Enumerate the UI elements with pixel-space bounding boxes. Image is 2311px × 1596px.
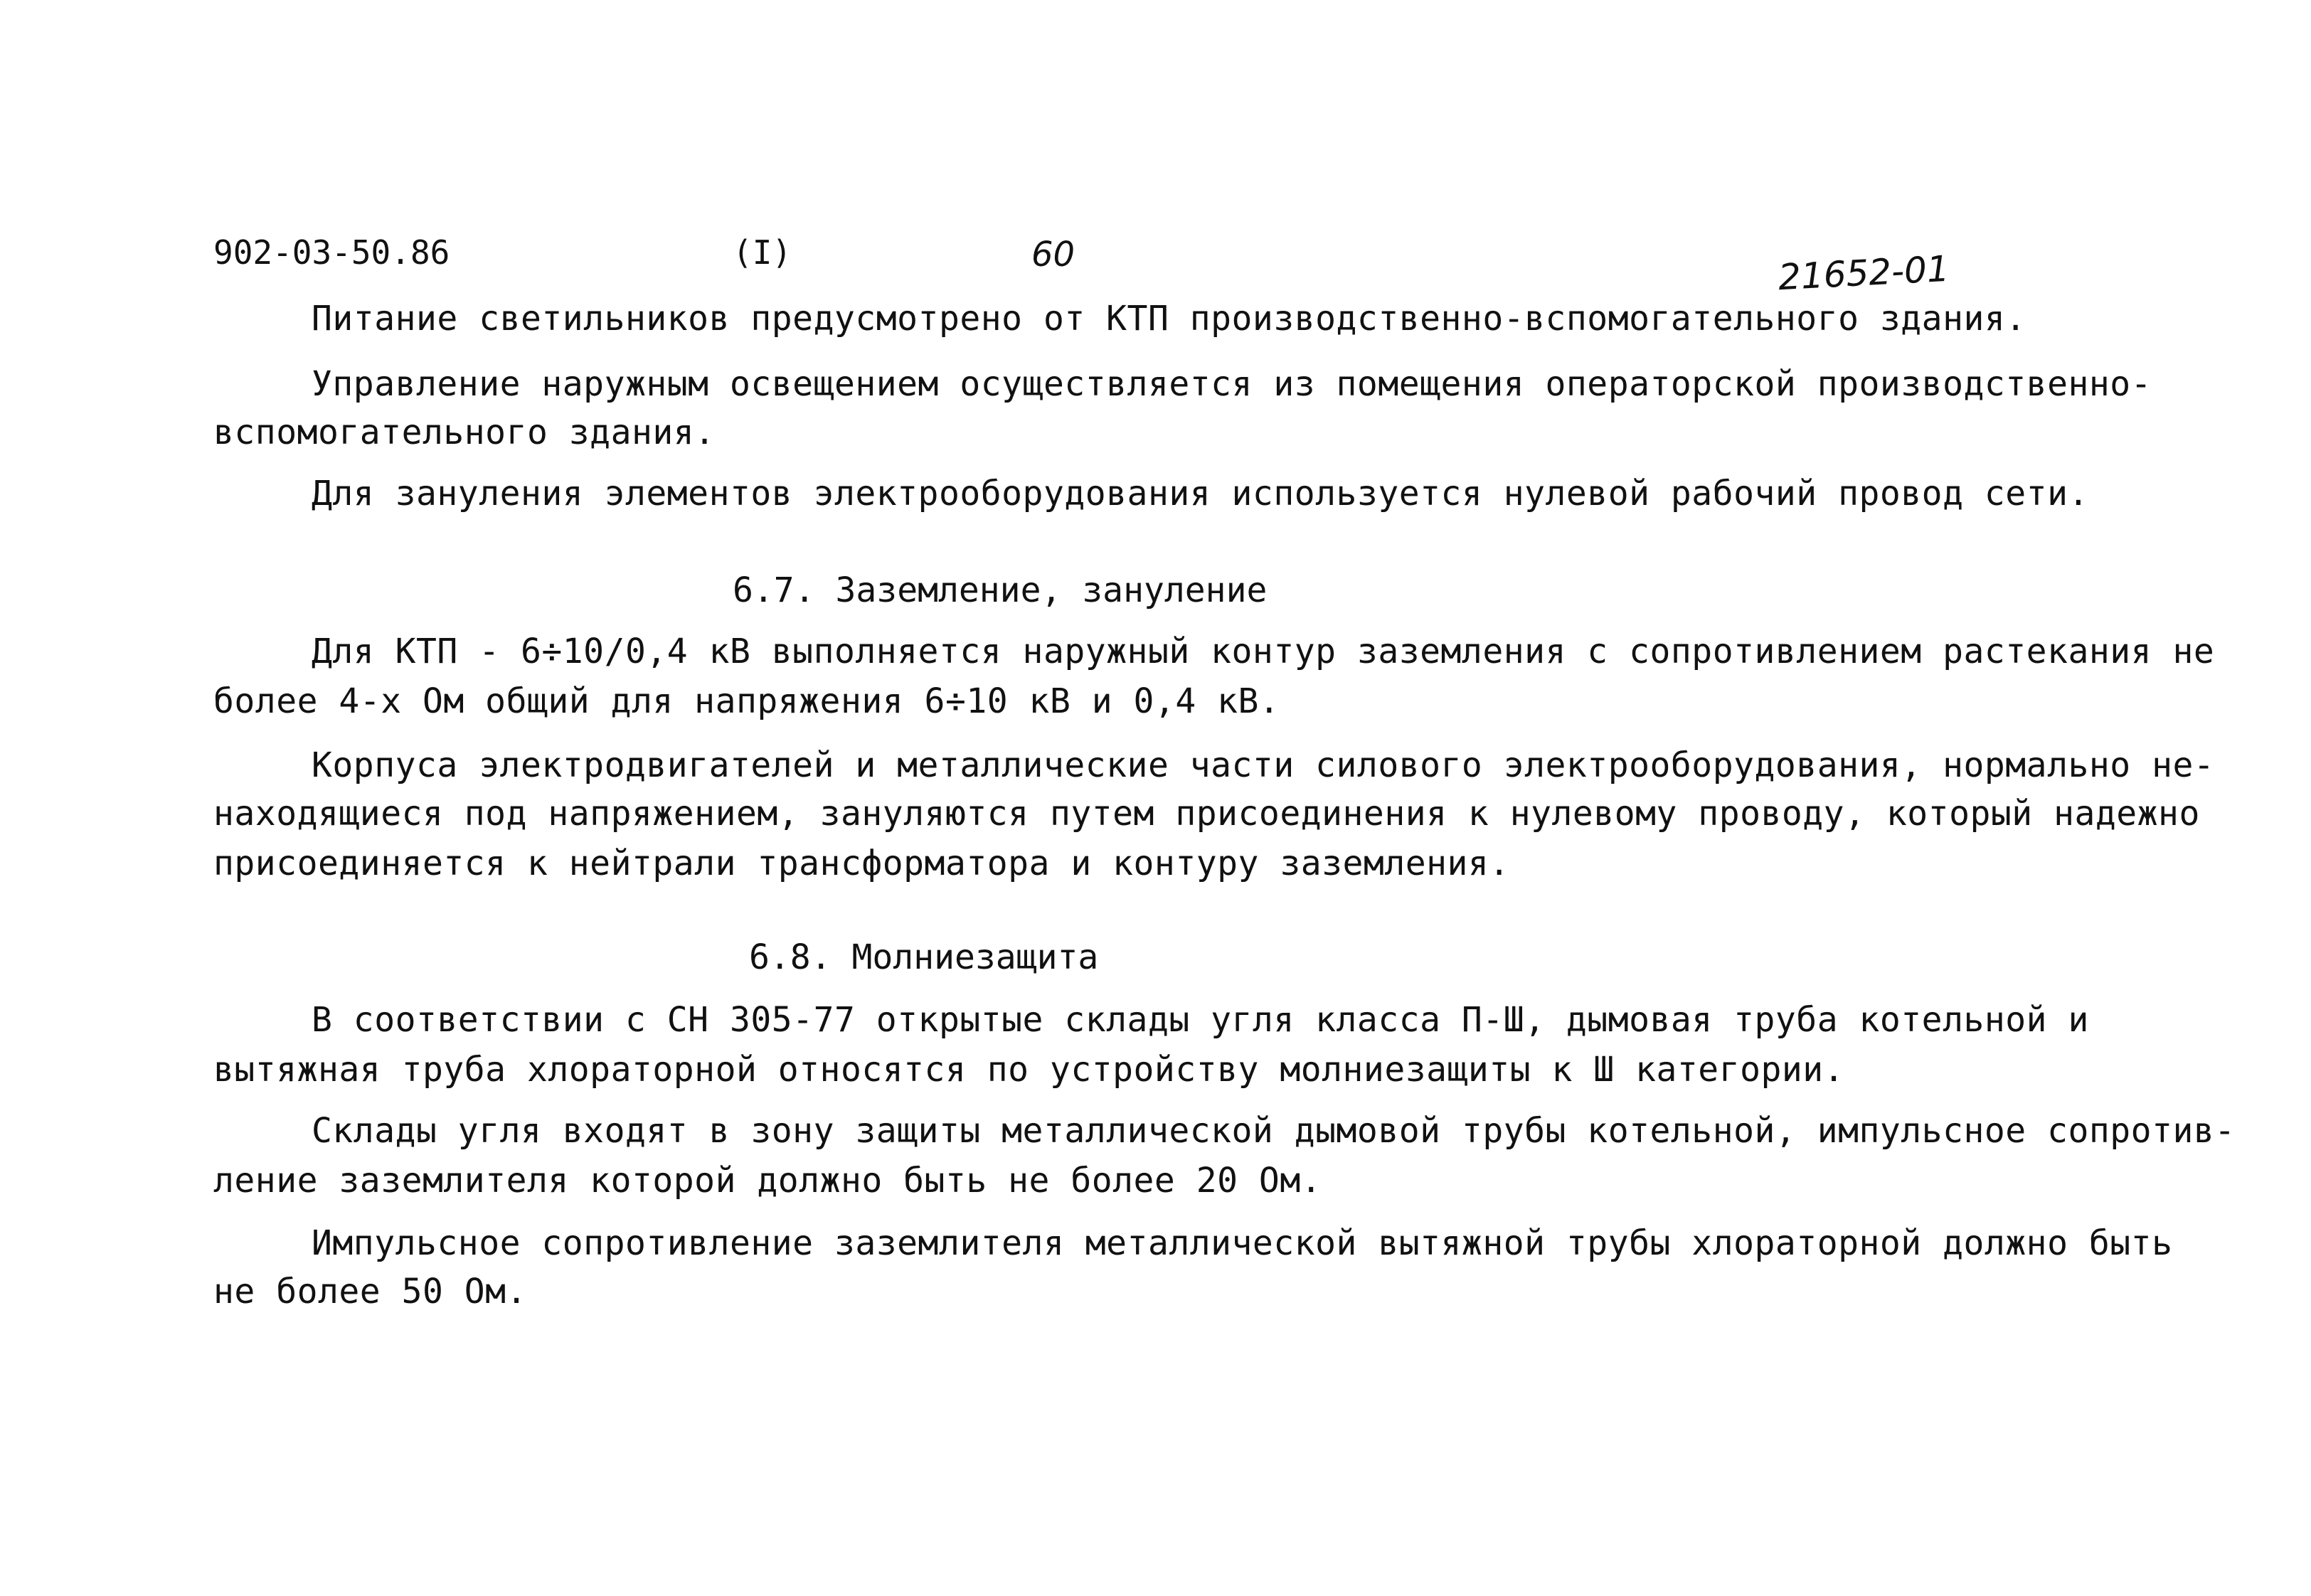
page-number: 60 <box>1031 235 1075 275</box>
section-heading-grounding: 6.7. Заземление, зануление <box>733 570 1268 610</box>
paragraph-ground-loop-line-1: Для КТП - 6÷10/0,4 кВ выполняется наружный контур заземления с сопротивлением растекания не <box>312 632 2215 671</box>
paragraph-exhaust-pipe-line-1: Импульсное сопротивление заземлителя металлической вытяжной трубы хлораторной должно быть <box>312 1223 2173 1263</box>
paragraph-lighting-supply: Питание светильников предусмотрено от КТП производственно-вспомогательного здания. <box>312 299 2026 339</box>
paragraph-lighting-control-line-2: вспомогательного здания. <box>213 413 716 452</box>
paragraph-motor-housings-line-1: Корпуса электродвигателей и металлические части силового электрооборудования, нормально не- <box>312 745 2215 785</box>
section-heading-lightning-protection: 6.8. Молниезащита <box>749 937 1099 977</box>
document-code: 902-03-50.86 <box>213 233 450 272</box>
sheet-mark: (I) <box>733 233 792 272</box>
paragraph-chimney-zone-line-1: Склады угля входят в зону защиты металлической дымовой трубы котельной, импульсное сопротив- <box>312 1111 2236 1151</box>
paragraph-neutral-wire: Для зануления элементов электрооборудования используется нулевой рабочий провод сети. <box>312 474 2089 514</box>
paragraph-motor-housings-line-3: присоединяется к нейтрали трансформатора и контуру заземления. <box>213 844 1510 883</box>
paragraph-chimney-zone-line-2: ление заземлителя которой должно быть не более 20 Ом. <box>213 1161 1322 1201</box>
paragraph-motor-housings-line-2: находящиеся под напряжением, зануляются путем присоединения к нулевому проводу, который надежно <box>213 794 2200 834</box>
paragraph-exhaust-pipe-line-2: не более 50 Ом. <box>213 1272 527 1312</box>
paragraph-ground-loop-line-2: более 4-х Ом общий для напряжения 6÷10 кВ и 0,4 кВ. <box>213 681 1280 721</box>
handwritten-stamp-number: 21652-01 <box>1777 248 1951 299</box>
paragraph-lighting-control-line-1: Управление наружным освещением осуществляется из помещения операторской производственно- <box>312 364 2152 404</box>
paragraph-coal-storage-line-2: вытяжная труба хлораторной относятся по устройству молниезащиты к Ш категории. <box>213 1050 1845 1090</box>
paragraph-coal-storage-line-1: В соответствии с СН 305-77 открытые склады угля класса П-Ш, дымовая труба котельной и <box>312 1000 2089 1040</box>
